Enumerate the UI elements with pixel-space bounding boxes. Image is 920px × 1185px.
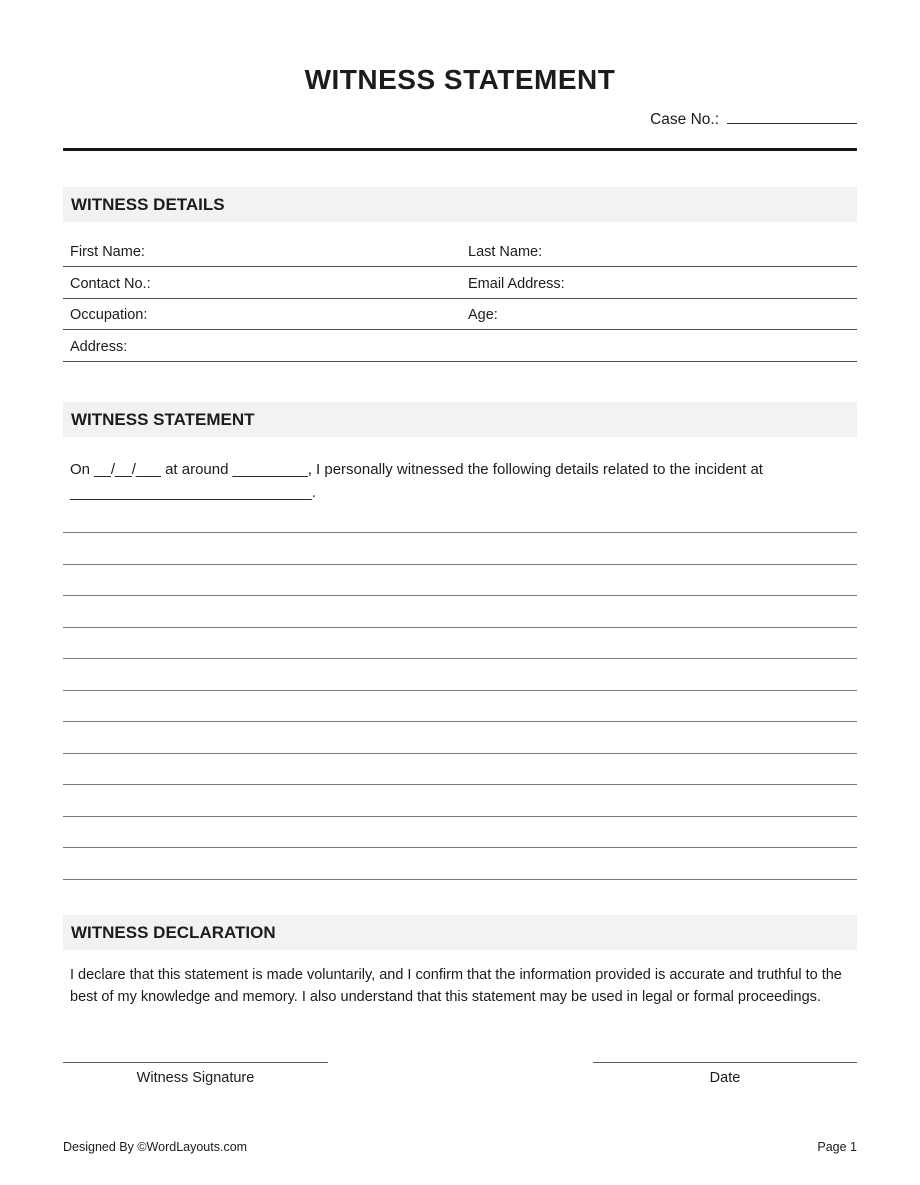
last-name-label: Last Name:: [468, 244, 543, 260]
email-address-label: Email Address:: [468, 275, 565, 292]
date-label: Date: [709, 1069, 741, 1086]
statement-write-line[interactable]: [63, 502, 857, 534]
statement-write-line[interactable]: [63, 817, 857, 849]
statement-intro: [63, 458, 857, 504]
statement-write-line[interactable]: [63, 785, 857, 817]
details-row-contact: [63, 267, 857, 299]
witness-signature-block: [63, 1062, 328, 1086]
case-no-label: Case No.:: [650, 111, 719, 128]
occupation-field[interactable]: [147, 307, 468, 324]
page-title: WITNESS STATEMENT: [304, 64, 616, 95]
page-number: Page 1: [817, 1140, 857, 1154]
declaration-text: I declare that this statement is made voluntarily, and I confirm that the information provided is accurate and truthful to the best of my knowledge and memory. I also understand that this statement may be used in legal or formal proceedings.: [70, 966, 842, 1005]
first-name-label: First Name:: [70, 244, 145, 260]
statement-write-line[interactable]: [63, 628, 857, 660]
witness-signature-field[interactable]: [63, 1062, 328, 1063]
first-name-field[interactable]: [145, 244, 468, 261]
witness-signature-label: Witness Signature: [136, 1069, 255, 1086]
statement-write-line[interactable]: [63, 691, 857, 723]
statement-intro-line1: On __/__/___ at around _________, I personally witnessed the following details related to the incident at: [70, 460, 763, 478]
date-block: [593, 1062, 857, 1086]
last-name-field[interactable]: [542, 244, 857, 261]
contact-no-field[interactable]: [151, 276, 468, 293]
age-label: Age:: [468, 307, 498, 323]
details-row-occupation: [63, 299, 857, 331]
details-row-name: [63, 222, 857, 267]
witness-declaration-header: WITNESS DECLARATION: [63, 915, 857, 950]
signature-row: [63, 1062, 857, 1086]
age-field[interactable]: [498, 307, 857, 324]
statement-write-line[interactable]: [63, 659, 857, 691]
address-label: Address:: [70, 338, 128, 355]
statement-write-line[interactable]: [63, 754, 857, 786]
details-row-address: [63, 330, 857, 362]
contact-no-label: Contact No.:: [70, 275, 151, 292]
header-divider: [63, 148, 857, 151]
date-field[interactable]: [593, 1062, 857, 1063]
statement-write-line[interactable]: [63, 565, 857, 597]
email-address-field[interactable]: [565, 276, 857, 293]
witness-details-header: WITNESS DETAILS: [63, 187, 857, 222]
statement-write-line[interactable]: [63, 722, 857, 754]
statement-write-line[interactable]: [63, 533, 857, 565]
statement-intro-line2: _____________________________.: [70, 483, 317, 501]
witness-statement-header: WITNESS STATEMENT: [63, 402, 857, 437]
statement-write-line[interactable]: [63, 848, 857, 880]
case-no-row: [63, 106, 857, 132]
statement-ruled-lines: [63, 502, 857, 880]
case-no-field[interactable]: [727, 106, 857, 124]
designed-by-text: Designed By ©WordLayouts.com: [63, 1140, 248, 1154]
statement-write-line[interactable]: [63, 596, 857, 628]
address-field[interactable]: [127, 339, 857, 356]
page-footer: [63, 1139, 857, 1155]
occupation-label: Occupation:: [70, 307, 148, 323]
